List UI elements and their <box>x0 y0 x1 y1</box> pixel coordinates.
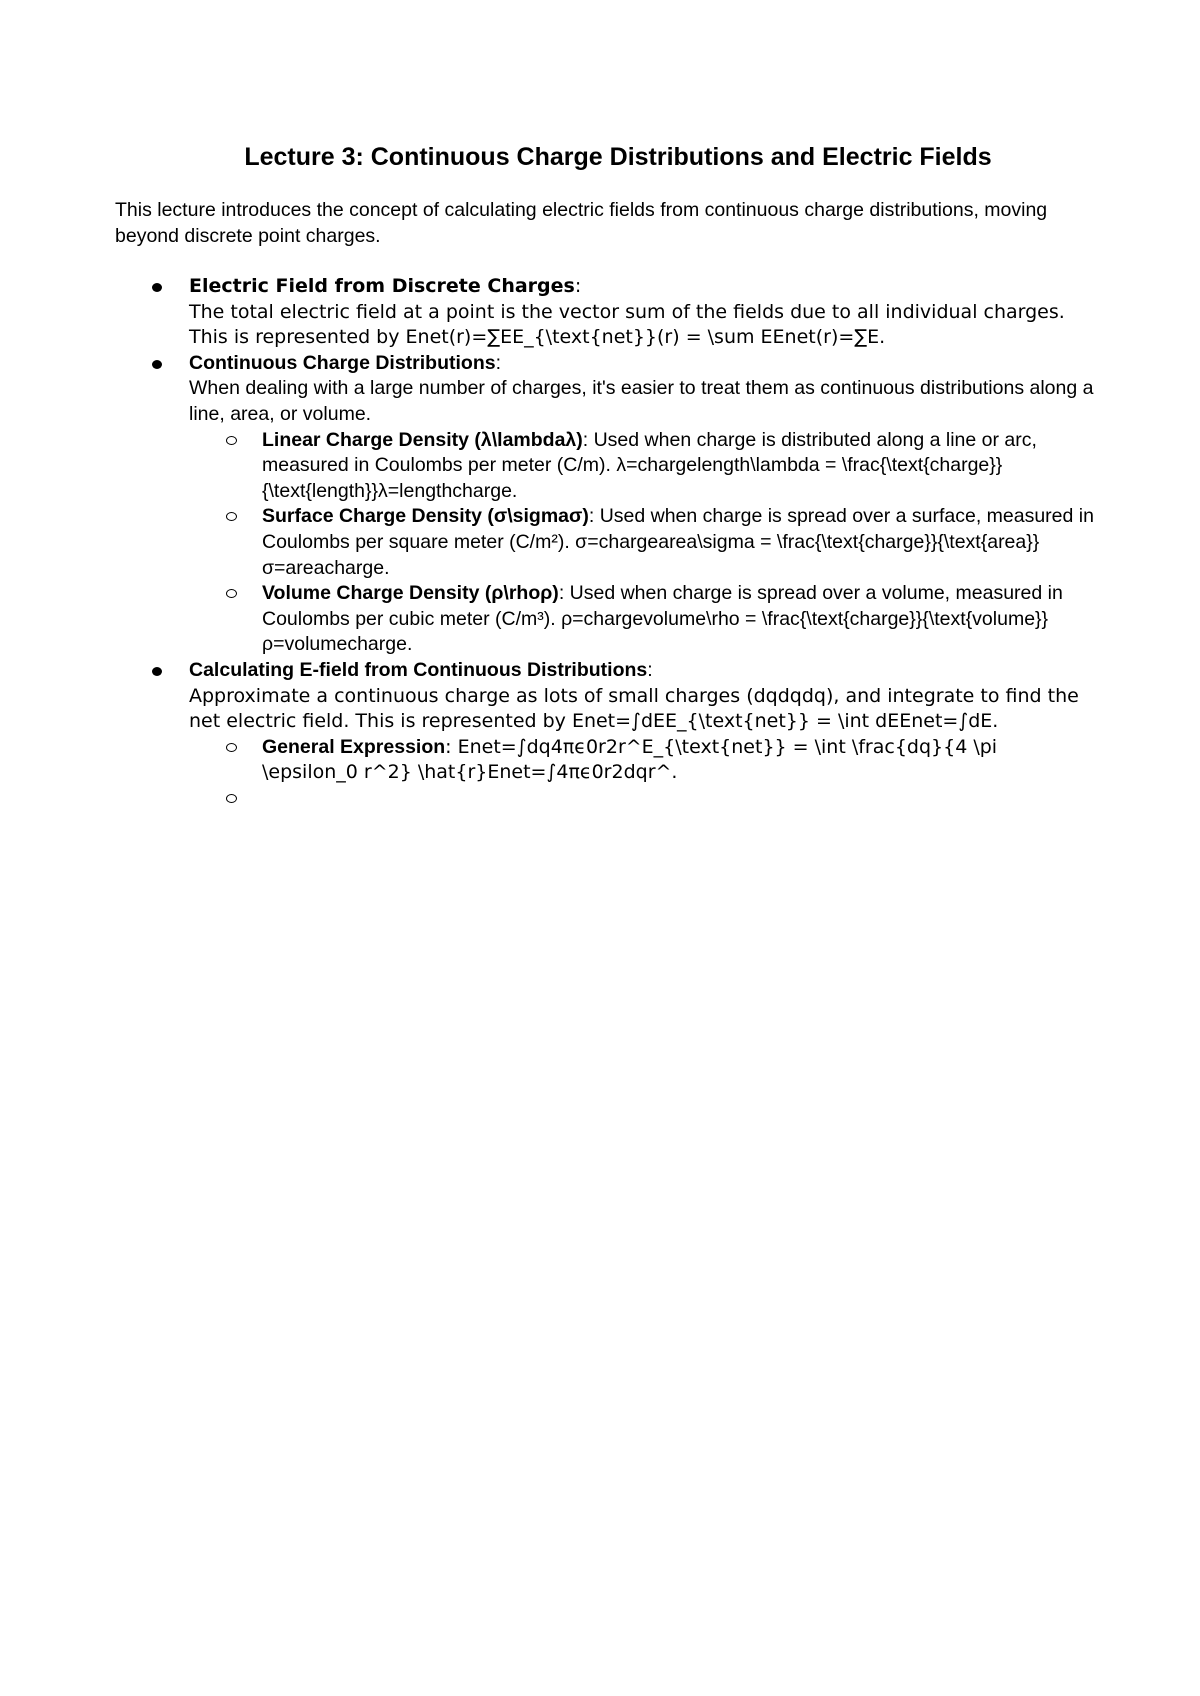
circle-bullet-icon <box>226 589 237 598</box>
sub-list-item-body <box>262 428 1094 505</box>
sub-list-item-text: : Used when charge is spread over a surface, measured in Coulombs per square meter (C/m²). σ=chargearea\sigma = \frac{\text{charge}}{\text{area}}σ=areacharge. <box>262 505 1094 579</box>
circle-bullet-icon <box>226 743 237 752</box>
sub-list-item-text: : Enet=∫dq4πϵ0r2r^E_{\text{net}} = \int \frac{dq}{4 \pi \epsilon_0 r^2} \hat{r}Enet=∫4πϵ0r2dqr^. <box>262 735 998 784</box>
sub-list-item-body <box>262 504 1094 581</box>
sub-list-item <box>0 581 1109 658</box>
sub-list <box>189 735 1109 812</box>
sub-list-item <box>0 735 1109 786</box>
sub-list-item <box>0 504 1109 581</box>
list-item-heading: Continuous Charge Distributions <box>189 351 496 374</box>
intro-paragraph: This lecture introduces the concept of calculating electric fields from continuous charge distributions, moving beyond discrete point charges. <box>115 199 1048 247</box>
list-item-text: The total electric field at a point is the vector sum of the fields due to all individual charges. This is represented by Enet(r)=∑EE_{\text{net}}(r) = \sum EEnet(r)=∑E. <box>189 300 1065 349</box>
list-item <box>0 274 1200 351</box>
sub-list-item-heading: Surface Charge Density (σ\sigmaσ) <box>262 505 589 528</box>
list-item-colon: : <box>574 275 582 297</box>
sub-list-item-heading: Linear Charge Density (λ\lambdaλ) <box>262 428 583 451</box>
sub-list-item <box>0 786 1109 812</box>
circle-bullet-icon <box>226 512 237 521</box>
sub-list-item <box>0 428 1109 505</box>
sub-list-item-body <box>262 786 1094 812</box>
sub-list-item-heading: General Expression <box>262 735 446 758</box>
bullet-icon <box>152 283 162 292</box>
list-item-body <box>189 658 1109 812</box>
sub-list-item-heading: Volume Charge Density (ρ\rhoρ) <box>262 582 559 605</box>
bullet-list <box>0 274 1200 811</box>
list-item-heading: Calculating E-field from Continuous Distributions <box>189 658 648 681</box>
list-item <box>0 658 1200 812</box>
circle-bullet-icon <box>226 436 237 445</box>
list-item-colon: : <box>495 351 501 374</box>
list-item-colon: : <box>647 658 653 681</box>
list-item <box>0 351 1200 658</box>
sub-list-item-body <box>262 581 1094 658</box>
list-item-body <box>189 351 1109 658</box>
list-item-heading: Electric Field from Discrete Charges <box>189 275 575 297</box>
sub-list-item-text: : Used when charge is spread over a volume, measured in Coulombs per cubic meter (C/m³). ρ=chargevolume\rho = \frac{\text{charge}}{\text{volume}}ρ=volumecharge. <box>262 582 1063 656</box>
sub-list <box>189 428 1109 658</box>
sub-list-item-text: : Used when charge is distributed along a line or arc, measured in Coulombs per meter (C/m). λ=chargelength\lambda = \frac{\text{charge}}{\text{length}}λ=lengthcharge. <box>262 428 1037 502</box>
sub-list-item-body <box>262 735 1094 786</box>
list-item-body <box>189 274 1109 351</box>
bullet-icon <box>152 360 162 369</box>
list-item-text: Approximate a continuous charge as lots of small charges (dqdqdq), and integrate to find the net electric field. This is represented by Enet=∫dEE_{\text{net}} = \int dEEnet=∫dE. <box>189 684 1079 733</box>
circle-bullet-icon <box>226 794 237 803</box>
list-item-text: When dealing with a large number of charges, it's easier to treat them as continuous distributions along a line, area, or volume. <box>189 377 1094 425</box>
page-title: Lecture 3: Continuous Charge Distributions and Electric Fields <box>244 143 992 171</box>
bullet-icon <box>152 667 162 676</box>
